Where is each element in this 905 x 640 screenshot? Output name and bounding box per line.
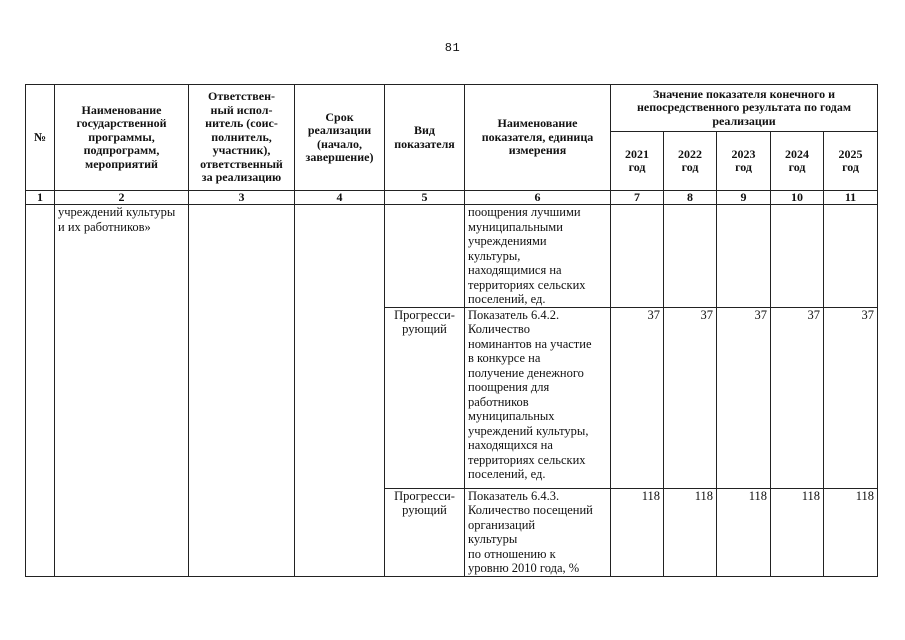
header-term: Срок реализации (начало, завершение) xyxy=(295,85,385,191)
header-year-2023: 2023 год xyxy=(717,132,771,191)
column-number: 4 xyxy=(295,191,385,205)
value-cell xyxy=(717,205,771,308)
indicators-table xyxy=(25,84,878,577)
column-number: 1 xyxy=(26,191,55,205)
header-executor: Ответствен- ный испол- нитель (соис- полнитель, участник), ответственный за реализацию xyxy=(189,85,295,191)
column-number: 5 xyxy=(385,191,465,205)
value-2024-cell: 118 xyxy=(771,488,824,576)
value-2023-cell: 118 xyxy=(717,488,771,576)
column-number-row xyxy=(26,191,878,205)
header-year-2024: 2024 год xyxy=(771,132,824,191)
term-cell xyxy=(295,205,385,577)
value-2022-cell: 37 xyxy=(664,307,717,488)
value-cell xyxy=(611,205,664,308)
indicator-type-cell xyxy=(385,205,465,308)
header-indicator-type: Вид показателя xyxy=(385,85,465,191)
column-number: 3 xyxy=(189,191,295,205)
indicator-name-cell: Показатель 6.4.3. Количество посещений организаций культуры по отношению к уровню 2010 года, % xyxy=(465,488,611,576)
indicator-type-cell: Прогресси- рующий xyxy=(385,307,465,488)
value-2023-cell: 37 xyxy=(717,307,771,488)
column-number: 9 xyxy=(717,191,771,205)
header-indicator-name: Наименование показателя, единица измерения xyxy=(465,85,611,191)
column-number: 8 xyxy=(664,191,717,205)
header-number: № xyxy=(26,85,55,191)
number-cell xyxy=(26,205,55,577)
value-2021-cell: 118 xyxy=(611,488,664,576)
indicator-type-cell: Прогресси- рующий xyxy=(385,488,465,576)
value-2021-cell: 37 xyxy=(611,307,664,488)
value-cell xyxy=(664,205,717,308)
indicator-name-cell: Показатель 6.4.2. Количество номинантов на участие в конкурсе на получение денежного поощрения для работников муниципальных учреждений культуры, находящихся на территориях сельских поселений, ед. xyxy=(465,307,611,488)
header-year-2022: 2022 год xyxy=(664,132,717,191)
value-cell xyxy=(824,205,878,308)
column-number: 2 xyxy=(55,191,189,205)
header-year-2025: 2025 год xyxy=(824,132,878,191)
program-name-cell: учреждений культуры и их работников» xyxy=(55,205,189,577)
table-row xyxy=(26,205,878,308)
value-2022-cell: 118 xyxy=(664,488,717,576)
column-number: 6 xyxy=(465,191,611,205)
executor-cell xyxy=(189,205,295,577)
value-cell xyxy=(771,205,824,308)
column-number: 10 xyxy=(771,191,824,205)
header-program: Наименование государственной программы, подпрограмм, мероприятий xyxy=(55,85,189,191)
column-number: 7 xyxy=(611,191,664,205)
indicator-name-cell: поощрения лучшими муниципальными учреждениями культуры, находящимися на территориях сельских поселений, ед. xyxy=(465,205,611,308)
value-2025-cell: 118 xyxy=(824,488,878,576)
header-year-2021: 2021 год xyxy=(611,132,664,191)
column-number: 11 xyxy=(824,191,878,205)
header-values-group: Значение показателя конечного и непосредственного результата по годам реализации xyxy=(611,85,878,132)
value-2025-cell: 37 xyxy=(824,307,878,488)
page-number: 81 xyxy=(444,41,461,55)
value-2024-cell: 37 xyxy=(771,307,824,488)
